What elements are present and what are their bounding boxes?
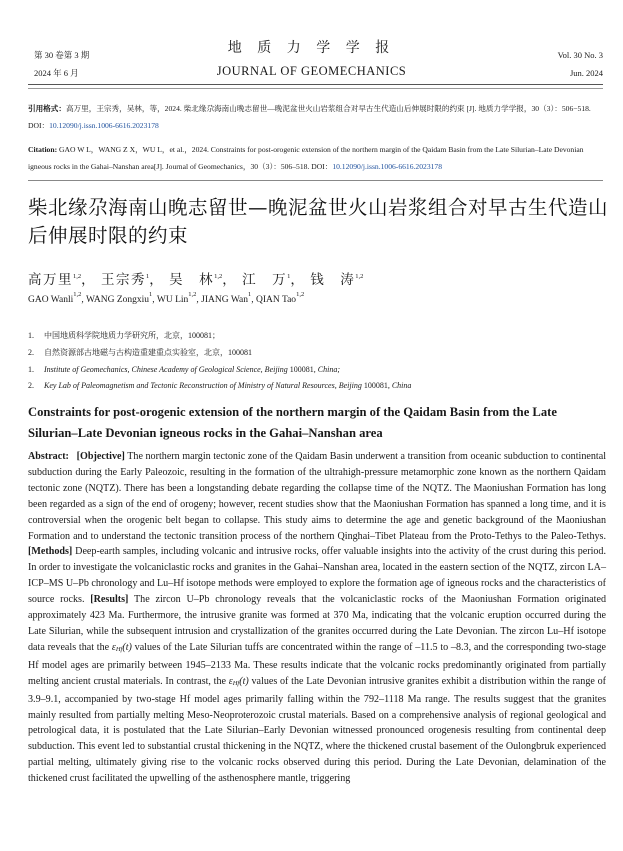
header-rule <box>28 84 603 85</box>
affiliation-postcode: 100081, <box>287 365 318 374</box>
volume-en: Vol. 30 No. 3 <box>557 50 603 60</box>
citation-en-doi-link[interactable]: 10.12090/j.issn.1006-6616.2023178 <box>332 162 443 171</box>
header-rule-thin <box>28 88 603 89</box>
methods-text: Deep-earth samples, including volcanic and intrusive rocks, offer valuable insights into the activity of the crust during this period. In order to investigate the volcaniclastic rocks and granites in the Gahai–Nanshan area, located in the eastern section of the NQTZ, zircon LA–ICP–MS U–Pb chronology and Lu–Hf isotope methods were employed to explore the formation age of igneous rocks and the characteristics of source rocks. <box>28 546 607 606</box>
author-affil-sup: 1 <box>146 273 150 280</box>
header-center <box>0 40 623 82</box>
author-affil-sup: 1,2 <box>188 291 197 298</box>
author-affil-sup: 1 <box>248 291 252 298</box>
author-cn: 吴 林 <box>169 272 215 287</box>
affiliation-number: 1. <box>28 331 34 340</box>
author-cn: 王宗秀 <box>101 272 146 287</box>
paper-title-cn: 柴北缘尕海南山晚志留世—晚泥盆世火山岩浆组合对早古生代造山后伸展时限的约束 <box>28 196 609 247</box>
epsilon-symbol: ε <box>111 641 116 653</box>
results-text: The zircon U–Pb chronology reveals that the volcaniclastic rocks of the Maoniushan Formation originated approximately 423 Ma. Furthermore, the intrusive granite was formed at 370 Ma, indicating that the volcanic eruption occurred during the Late Silurian, while the subsequent intrusion and crystallization of the granites occurred during the Late Devonian. The zircon Lu–Hf isotope data reveals that the <box>28 594 606 653</box>
abstract <box>28 449 606 787</box>
authors-en: GAO Wanli$^{1,2}$, WANG Zongxiu$^1$, WU Lin$^{1,2}$, JIANG Wan$^1$, QIAN Tao$^{1,2}$ <box>28 291 305 305</box>
affiliation-text: Institute of Geomechanics, Chinese Academy of Geological Science, Beijing <box>44 365 288 374</box>
citation-cn-doi-link[interactable]: 10.12090/j.issn.1006-6616.2023178 <box>49 121 159 130</box>
results-text: values of the Late Silurian tuffs are concentrated within the range of –11.5 to –8.3, and the corresponding two-stage Hf model ages are primarily between 1945–2133 Ma. These results indicate that the volcanic rocks predominantly originated from partially melting ancient crustal materials. In contrast, the <box>28 641 607 687</box>
epsilon-argument: (t) <box>122 641 132 653</box>
epsilon-symbol: ε <box>228 675 233 687</box>
affiliation-text: 自然资源部古地磁与古构造重建重点实验室，北京，100081 <box>44 348 252 357</box>
affiliation-number: 2. <box>28 348 34 357</box>
author-cn: 江 万 <box>242 272 288 287</box>
author-affil-sup: 1,2 <box>214 273 223 280</box>
author-cn: 高万里 <box>28 272 73 287</box>
author-affil-sup: 1,2 <box>296 291 305 298</box>
author-en: WANG Zongxiu <box>85 295 150 305</box>
date-en: Jun. 2024 <box>569 68 603 78</box>
abstract-label: Abstract: <box>28 451 69 462</box>
affiliation <box>28 364 608 376</box>
citation-cn-label: 引用格式： <box>28 104 66 113</box>
author-affil-sup: 1,2 <box>73 291 82 298</box>
affiliation-country: China <box>391 381 412 390</box>
author-en: GAO Wanli <box>28 295 74 305</box>
author-cn: 钱 涛 <box>310 272 356 287</box>
epsilon-subscript: Hf <box>115 645 123 653</box>
objective-tag: [Objective] <box>76 451 125 462</box>
results-tag: [Results] <box>90 594 129 606</box>
citation-cn <box>28 100 605 134</box>
author-affil-sup: 1,2 <box>73 273 82 280</box>
citation-en <box>28 141 605 175</box>
author-affil-sup: 1 <box>287 273 291 280</box>
paper-title-en: Constraints for post-orogenic extension of the northern margin of the Qaidam Basin from the Late Silurian–Late Devonian igneous rocks in the Gahai–Nanshan area <box>28 405 557 440</box>
author-en: WU Lin <box>156 295 189 305</box>
objective-text: The northern margin tectonic zone of the Qaidam Basin underwent a transition from oceanic subduction to continental subduction during the Early Paleozoic, resulting in the formation of the ultrahigh-pressure metamorphic zone known as the northern Qaidam tectonic zone (NQTZ). There has been a longstanding debate regarding the collapse time of the NQTZ. The Maoniushan Formation has long been regarded as a sign of the end of orogeny; however, recent studies show that the Maoniushan Formation has spanned a long time, and it is controversial when the orogenic belt began to collapse. This study aims to determine the age and genetic background of the Maoniushan Formation and to understand the tectonic transition process of the northern Qinghai–Tibet Plateau from the Proto-Tethys to the Paleo-Tethys. <box>28 451 606 542</box>
affiliation-country: China; <box>317 365 341 374</box>
epsilon-subscript: Hf <box>232 679 240 687</box>
author-en: QIAN Tao <box>256 295 297 305</box>
citation-rule <box>28 180 603 181</box>
affiliation-postcode: 100081, <box>361 381 392 390</box>
affiliation <box>28 330 608 342</box>
affiliation <box>28 347 608 359</box>
citation-cn-text: 高万里，王宗秀，吴林，等，2024. 柴北缘尕海南山晚志留世—晚泥盆世火山岩浆组合对早古生代造山后伸展时限的约束 [J]. 地质力学学报，30（3）：506−518. DOI： <box>28 104 591 130</box>
journal-name-cn: 地 质 力 学 学 报 <box>227 41 396 56</box>
citation-en-label: Citation: <box>28 145 58 154</box>
volume-cn: 第 30 卷第 3 期 <box>34 50 90 60</box>
methods-tag: [Methods] <box>28 546 73 558</box>
date-cn: 2024 年 6 月 <box>34 68 79 78</box>
author-en: JIANG Wan <box>201 295 248 305</box>
header-right <box>558 46 603 82</box>
results-text: values of the Late Devonian intrusive granites exhibit a distribution within the range of 3.9–9.1, accompanied by two-stage Hf model ages primarily falling within the 792–1118 Ma range. The results suggest that the granites mainly resulted from partially melting Meso-Neoproterozoic crustal materials. Based on a comprehensive analysis of regional geological and petrological data, it is postulated that the Late Silurian–Early Devonian witnessed pronounced orogenesis resulting from continental deep subduction. This event led to substantial crustal thickening in the NQTZ, where the thickened crustal basement of the Oulongbruk experienced partial melting, ultimately giving rise to the volcanic rocks observed during this period. During the Late Devonian, delamination of the thickened crust facilitated the upwelling of the asthenosphere mantle, triggering <box>28 675 606 785</box>
journal-name-en: JOURNAL OF GEOMECHANICS <box>216 64 407 78</box>
affiliation-number: 2. <box>28 381 34 390</box>
epsilon-argument: (t) <box>239 675 249 687</box>
affiliation-number: 1. <box>28 365 34 374</box>
author-affil-sup: 1,2 <box>355 273 364 280</box>
author-affil-sup: 1 <box>149 291 153 298</box>
authors-cn: 高万里$^{1,2}$， 王宗秀$^1$， 吴 林$^{1,2}$， 江 万$^1$， 钱 涛$^{1,2}$ <box>28 272 364 287</box>
affiliation-text: 中国地质科学院地质力学研究所，北京，100081； <box>44 331 220 340</box>
citation-en-text: GAO W L，WANG Z X，WU L，et al.，2024. Constraints for post-orogenic extension of the northern margin of the Qaidam Basin from the Late Silurian–Late Devonian igneous rocks in the Gahai–Nanshan area[J]. Journal of Geomechanics，30（3）：506–518. DOI： <box>28 145 584 171</box>
affiliation <box>28 380 608 392</box>
affiliation-text: Key Lab of Paleomagnetism and Tectonic Reconstruction of Ministry of Natural Resources, Beijing <box>44 381 362 390</box>
